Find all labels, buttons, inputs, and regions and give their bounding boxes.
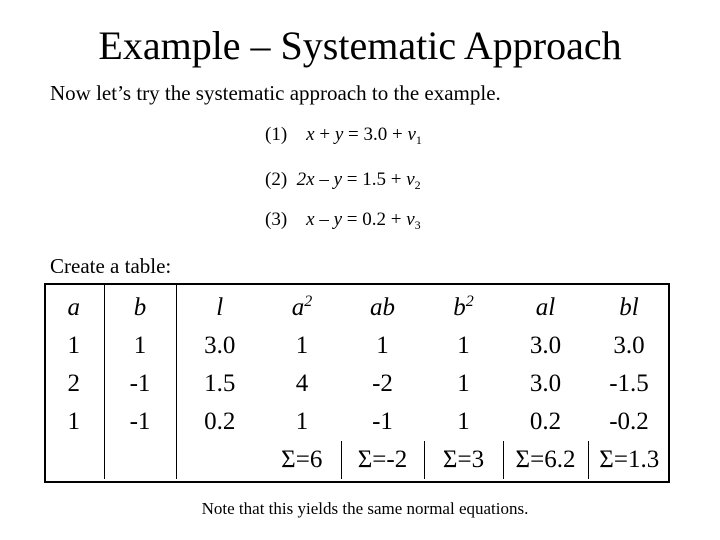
table-cell: 1.5 [176, 365, 263, 403]
sum-cell: Σ=3 [424, 441, 503, 479]
table-right-border [668, 441, 670, 483]
table-cell: 1 [67, 332, 80, 359]
table-cell: 3.0 [613, 332, 645, 359]
table-cell: -1 [104, 365, 176, 403]
table-cell: 1 [295, 408, 309, 435]
header-bl: bl [619, 294, 639, 321]
table-cell: 3.0 [529, 332, 562, 359]
header-b: b [104, 283, 176, 327]
footnote: Note that this yields the same normal equations. [201, 499, 529, 518]
sum-cell: Σ=6.2 [503, 441, 588, 479]
slide-title: Example – Systematic Approach [98, 23, 622, 68]
table-cell: 3.0 [529, 370, 562, 397]
sum-cell: Σ=1.3 [588, 441, 670, 479]
sum-cell [104, 441, 176, 479]
header-al: al [535, 294, 556, 321]
header-l: l [176, 283, 263, 327]
equation-2: (2) $2x - y = 1.5 + v_2$ [265, 169, 421, 192]
table-cell: -0.2 [609, 408, 649, 435]
sum-cell: Σ=-2 [341, 441, 424, 479]
sum-cell [176, 441, 263, 479]
intro-text: Now let’s try the systematic approach to the example. [50, 81, 501, 105]
table-cell: 1 [376, 332, 389, 359]
table-cell: 1 [295, 332, 309, 359]
table-cell: 1 [457, 370, 470, 397]
header-a: a [67, 294, 80, 321]
header-a-squared: $a^2$ [291, 293, 313, 321]
table-cell: 1 [104, 327, 176, 365]
table-cell: 1 [457, 408, 470, 435]
table-left-border [44, 441, 46, 483]
header-ab: ab [370, 294, 395, 321]
header-b-squared: $b^2$ [453, 293, 474, 321]
table-cell: 1 [457, 332, 470, 359]
table-cell: 3.0 [176, 327, 263, 365]
table-cell: 1 [67, 408, 80, 435]
table-cell: 0.2 [529, 408, 562, 435]
equation-1: (1) $x + y = 3.0 + v_1$ [265, 124, 422, 147]
table-frame [44, 283, 670, 443]
table-cell: 0.2 [176, 403, 263, 441]
table-cell: 2 [67, 370, 80, 397]
sum-cell: Σ=6 [281, 446, 323, 473]
create-table-label: Create a table: [50, 254, 172, 278]
sum-row [44, 441, 670, 479]
table-cell: -1 [372, 408, 393, 435]
equation-3: (3) $x - y = 0.2 + v_3$ [265, 209, 421, 232]
sum-cell [44, 441, 104, 479]
table-cell: 4 [295, 370, 309, 397]
table-cell: -2 [372, 370, 393, 397]
table-cell: -1.5 [609, 370, 649, 397]
table-bottom-border [44, 481, 670, 483]
table-cell: -1 [104, 403, 176, 441]
